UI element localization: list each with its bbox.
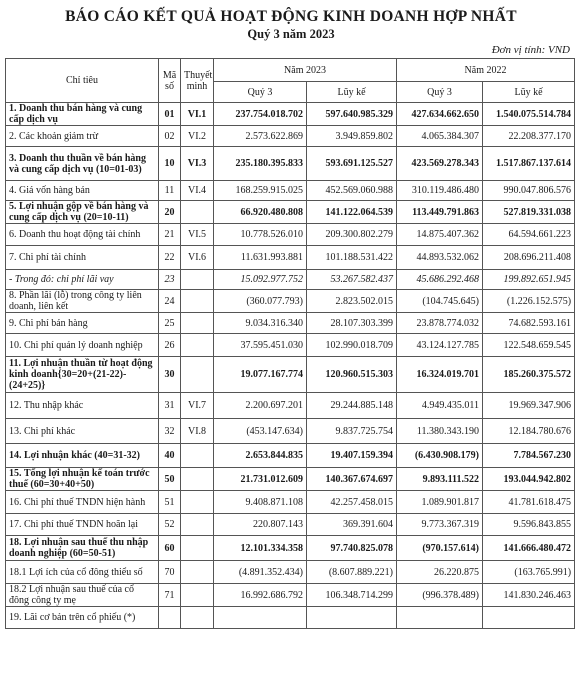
row-label: 9. Chi phí bán hàng [6,313,159,334]
table-row [6,561,575,584]
row-code: 31 [159,393,181,419]
row-label: 6. Doanh thu hoạt động tài chính [6,224,159,246]
header-indicator: Chỉ tiêu [6,59,159,103]
table-row [6,607,575,629]
row-code: 52 [159,514,181,536]
row-cum-2023 [307,607,397,629]
row-note [181,468,214,491]
row-q3-2022: 423.569.278.343 [397,147,483,181]
row-label: 18.2 Lợi nhuận sau thuế của cổ đông công ty mẹ [6,584,159,607]
row-cum-2023: 106.348.714.299 [307,584,397,607]
row-label: 14. Lợi nhuận khác (40=31-32) [6,444,159,468]
row-q3-2022: 427.634.662.650 [397,103,483,126]
row-q3-2022: 9.893.111.522 [397,468,483,491]
header-row-years [6,59,575,82]
row-q3-2023: 9.034.316.340 [214,313,307,334]
row-q3-2022: (970.157.614) [397,536,483,561]
row-cum-2022: 9.596.843.855 [483,514,575,536]
row-label: 11. Lợi nhuận thuần từ hoạt động kinh doanh{30=20+(21-22)-(24+25)} [6,357,159,393]
table-row [6,491,575,514]
row-cum-2022: 199.892.651.945 [483,270,575,290]
row-cum-2022: 7.784.567.230 [483,444,575,468]
row-note [181,607,214,629]
row-note [181,290,214,313]
header-q3-2023: Quý 3 [214,82,307,103]
row-q3-2023 [214,607,307,629]
header-year-2022: Năm 2022 [397,59,575,82]
row-code: 32 [159,419,181,444]
row-cum-2023: 28.107.303.399 [307,313,397,334]
row-q3-2023: 11.631.993.881 [214,246,307,270]
row-cum-2022: 141.830.246.463 [483,584,575,607]
row-cum-2023: 452.569.060.988 [307,181,397,201]
row-q3-2023: 15.092.977.752 [214,270,307,290]
row-q3-2023: 220.807.143 [214,514,307,536]
row-note [181,444,214,468]
row-q3-2023: (4.891.352.434) [214,561,307,584]
row-label: 18.1 Lợi ích của cổ đông thiểu số [6,561,159,584]
row-q3-2023: 2.653.844.835 [214,444,307,468]
row-cum-2022: 22.208.377.170 [483,126,575,147]
table-row [6,468,575,491]
row-cum-2023: 3.949.859.802 [307,126,397,147]
row-q3-2022: 113.449.791.863 [397,201,483,224]
row-code: 25 [159,313,181,334]
table-row [6,103,575,126]
header-code [159,59,181,103]
row-cum-2023: 42.257.458.015 [307,491,397,514]
row-note [181,584,214,607]
table-row [6,393,575,419]
report-title: BÁO CÁO KẾT QUẢ HOẠT ĐỘNG KINH DOANH HỢP NHẤT [65,8,517,25]
row-code: 26 [159,334,181,357]
table-row [6,201,575,224]
table-row [6,246,575,270]
table-body [6,103,575,629]
table-row [6,181,575,201]
row-cum-2023: 140.367.674.697 [307,468,397,491]
row-label: 10. Chi phí quản lý doanh nghiệp [6,334,159,357]
row-q3-2023: (360.077.793) [214,290,307,313]
row-note [181,357,214,393]
table-row [6,147,575,181]
table-row [6,334,575,357]
row-note [181,514,214,536]
header-cum-2023: Lũy kế [307,82,397,103]
row-q3-2022: 16.324.019.701 [397,357,483,393]
row-label: 7. Chi phí tài chính [6,246,159,270]
row-code [159,607,181,629]
row-label: 19. Lãi cơ bản trên cổ phiếu (*) [6,607,159,629]
row-q3-2022: (996.378.489) [397,584,483,607]
row-cum-2023: 141.122.064.539 [307,201,397,224]
row-cum-2023: 120.960.515.303 [307,357,397,393]
row-q3-2022: 310.119.486.480 [397,181,483,201]
row-q3-2023: (453.147.634) [214,419,307,444]
header-note-line2: minh [186,80,208,92]
row-q3-2022: 26.220.875 [397,561,483,584]
row-cum-2023: 29.244.885.148 [307,393,397,419]
row-cum-2023: 369.391.604 [307,514,397,536]
header-q3-2022: Quý 3 [397,82,483,103]
row-cum-2022: 208.696.211.408 [483,246,575,270]
row-note [181,491,214,514]
row-cum-2023: (8.607.889.221) [307,561,397,584]
row-q3-2022: 9.773.367.319 [397,514,483,536]
row-cum-2023: 9.837.725.754 [307,419,397,444]
row-code: 10 [159,147,181,181]
row-note: VI.8 [181,419,214,444]
row-note: VI.6 [181,246,214,270]
table-row [6,270,575,290]
row-label: 12. Thu nhập khác [6,393,159,419]
row-cum-2022: 122.548.659.545 [483,334,575,357]
row-note: VI.1 [181,103,214,126]
row-note: VI.3 [181,147,214,181]
row-cum-2022: 527.819.331.038 [483,201,575,224]
row-cum-2022: 74.682.593.161 [483,313,575,334]
row-cum-2022: 41.781.618.475 [483,491,575,514]
row-code: 71 [159,584,181,607]
row-note [181,201,214,224]
row-q3-2022: 11.380.343.190 [397,419,483,444]
row-code: 30 [159,357,181,393]
header-note [181,59,214,103]
row-code: 50 [159,468,181,491]
row-note: VI.7 [181,393,214,419]
row-cum-2022 [483,607,575,629]
table-row [6,357,575,393]
row-label: 1. Doanh thu bán hàng và cung cấp dịch vụ [6,103,159,126]
row-note [181,313,214,334]
row-code: 51 [159,491,181,514]
row-note: VI.4 [181,181,214,201]
row-q3-2022: (6.430.908.179) [397,444,483,468]
row-label: 18. Lợi nhuận sau thuế thu nhập doanh nghiệp (60=50-51) [6,536,159,561]
table-row [6,313,575,334]
row-cum-2022: 185.260.375.572 [483,357,575,393]
header-code-line1: Mã [162,69,177,81]
row-q3-2022: 44.893.532.062 [397,246,483,270]
currency-unit: Đơn vị tính: VND [491,44,570,56]
row-cum-2022: (163.765.991) [483,561,575,584]
table-row [6,126,575,147]
row-q3-2022: 45.686.292.468 [397,270,483,290]
row-code: 70 [159,561,181,584]
row-q3-2023: 235.180.395.833 [214,147,307,181]
table-row [6,584,575,607]
row-cum-2022: 141.666.480.472 [483,536,575,561]
row-code: 20 [159,201,181,224]
row-cum-2022: 12.184.780.676 [483,419,575,444]
row-label: 8. Phần lãi (lỗ) trong công ty liên doanh, liên kết [6,290,159,313]
row-q3-2023: 9.408.871.108 [214,491,307,514]
row-label: 16. Chi phí thuế TNDN hiện hành [6,491,159,514]
row-q3-2023: 16.992.686.792 [214,584,307,607]
row-label: 4. Giá vốn hàng bán [6,181,159,201]
table-row [6,514,575,536]
header-year-2023: Năm 2023 [214,59,397,82]
row-q3-2022: 1.089.901.817 [397,491,483,514]
row-cum-2023: 53.267.582.437 [307,270,397,290]
row-cum-2023: 101.188.531.422 [307,246,397,270]
row-code: 22 [159,246,181,270]
row-note [181,536,214,561]
row-cum-2023: 2.823.502.015 [307,290,397,313]
row-cum-2023: 102.990.018.709 [307,334,397,357]
row-q3-2022 [397,607,483,629]
row-label: 2. Các khoản giảm trừ [6,126,159,147]
row-label: 5. Lợi nhuận gộp về bán hàng và cung cấp dịch vụ (20=10-11) [6,201,159,224]
row-q3-2023: 2.573.622.869 [214,126,307,147]
row-cum-2023: 597.640.985.329 [307,103,397,126]
row-cum-2022: 64.594.661.223 [483,224,575,246]
row-code: 02 [159,126,181,147]
row-note [181,561,214,584]
row-label: 13. Chi phí khác [6,419,159,444]
row-q3-2022: 23.878.774.032 [397,313,483,334]
row-note: VI.5 [181,224,214,246]
row-q3-2022: (104.745.645) [397,290,483,313]
income-statement-table [5,58,575,629]
row-cum-2022: 990.047.806.576 [483,181,575,201]
row-cum-2022: 1.540.075.514.784 [483,103,575,126]
row-label: - Trong đó: chi phí lãi vay [6,270,159,290]
row-cum-2023: 593.691.125.527 [307,147,397,181]
row-q3-2023: 12.101.334.358 [214,536,307,561]
row-q3-2022: 4.065.384.307 [397,126,483,147]
report-subtitle: Quý 3 năm 2023 [247,27,335,41]
header-code-line2: số [165,80,174,92]
header-note-line1: Thuyết [184,69,213,81]
row-note [181,270,214,290]
row-q3-2023: 237.754.018.702 [214,103,307,126]
row-code: 01 [159,103,181,126]
row-code: 24 [159,290,181,313]
row-cum-2023: 97.740.825.078 [307,536,397,561]
row-cum-2022: 19.969.347.906 [483,393,575,419]
row-code: 21 [159,224,181,246]
row-label: 3. Doanh thu thuần về bán hàng và cung cấp dịch vụ (10=01-03) [6,147,159,181]
row-note [181,334,214,357]
row-label: 17. Chi phí thuế TNDN hoãn lại [6,514,159,536]
row-cum-2023: 19.407.159.394 [307,444,397,468]
table-row [6,224,575,246]
row-code: 11 [159,181,181,201]
row-q3-2022: 43.124.127.785 [397,334,483,357]
header-cum-2022: Lũy kế [483,82,575,103]
row-cum-2022: 1.517.867.137.614 [483,147,575,181]
row-q3-2023: 168.259.915.025 [214,181,307,201]
row-q3-2023: 37.595.451.030 [214,334,307,357]
table-row [6,444,575,468]
row-q3-2023: 2.200.697.201 [214,393,307,419]
row-q3-2022: 14.875.407.362 [397,224,483,246]
row-cum-2022: (1.226.152.575) [483,290,575,313]
row-q3-2023: 10.778.526.010 [214,224,307,246]
row-q3-2022: 4.949.435.011 [397,393,483,419]
row-q3-2023: 66.920.480.808 [214,201,307,224]
row-code: 23 [159,270,181,290]
row-code: 60 [159,536,181,561]
row-note: VI.2 [181,126,214,147]
table-row [6,290,575,313]
row-q3-2023: 19.077.167.774 [214,357,307,393]
row-label: 15. Tổng lợi nhuận kế toán trước thuế (60=30+40+50) [6,468,159,491]
table-row [6,419,575,444]
row-cum-2023: 209.300.802.279 [307,224,397,246]
row-q3-2023: 21.731.012.609 [214,468,307,491]
row-cum-2022: 193.044.942.802 [483,468,575,491]
table-row [6,536,575,561]
row-code: 40 [159,444,181,468]
